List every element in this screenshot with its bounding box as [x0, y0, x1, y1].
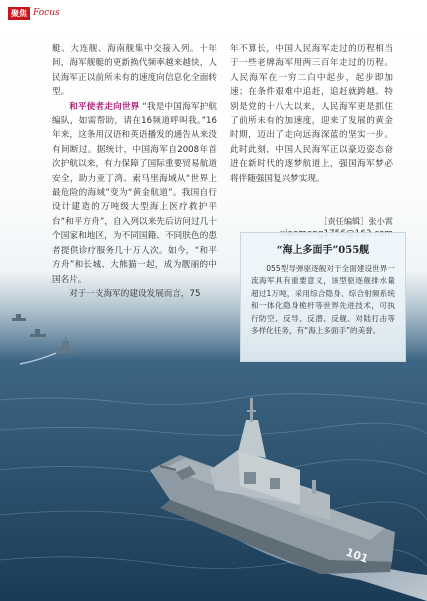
section-label-cn: 聚焦: [8, 7, 30, 20]
article-paragraph: 对于一支海军的建设发展而言，75: [69, 288, 201, 299]
article-paragraph: [52, 100, 217, 287]
article-column-left: [52, 42, 217, 301]
article-text: “我是中国海军护航编队，如需帮助，请在16频道呼叫我。”16年来，这条用汉语和英语播发的通告从来没有间断过。据统计，中国海军自2008年首次护航以来，有力保障了国际重要贸易航道安全，助力亚丁湾、索马里海域从“世界上最危险的海域”变为“黄金航道”。我国自行设计建造的万吨级大型海上医疗救护平台“和平方舟”，自入列以来先后访问过几十个国家和地区，为不同国籍、不同肤色的患者提供诊疗服务几十万人次。如今，“和平方舟”和长城、大熊猫一起，成为靓丽的中国名片。: [52, 101, 217, 285]
hull-number: 101: [343, 545, 371, 566]
article-paragraph: 年不算长，中国人民海军走过的历程相当于一些老牌海军用两三百年走过的历程。人民海军在一穷二白中起步，起步即加速；在条件艰难中追赶，追赶就跨越。特别是党的十八大以来，人民海军更是抓住了前所未有的加速度，迎来了发展的黄金时期，迈出了走向远海深蓝的坚实一步。此时此刻，中国人民海军正以豪迈姿态奋进在新时代的逐梦航道上，强国海军梦必将伴随强国复兴梦实现。: [230, 44, 393, 184]
editor-name: ［责任编辑］张小霄: [319, 216, 393, 226]
section-header: [8, 4, 60, 22]
info-box-body: 055型导弹驱逐舰对于全面建设世界一流海军具有重要意义，该型驱逐舰排水量超过1万吨，采用综合隐身、综合射频系统和一体化隐身桅杆等世界先进技术，可执行防空、反导、反潜、反舰、对陆打击等多样化任务，有“海上多面手”的美誉。: [251, 264, 395, 336]
info-box-title: “海上多面手”055舰: [276, 245, 370, 256]
section-label-en: Focus: [33, 8, 60, 18]
section-subheading: 和平使者走向世界: [69, 101, 140, 112]
article-paragraph: 艇、大连舰、海南舰集中交接入列。十年间，海军舰艇的更新换代频率越来越快，人民海军正以前所未有的速度向信息化全面转型。: [52, 44, 217, 98]
article-column-right: [230, 42, 393, 186]
info-box: [240, 232, 406, 362]
